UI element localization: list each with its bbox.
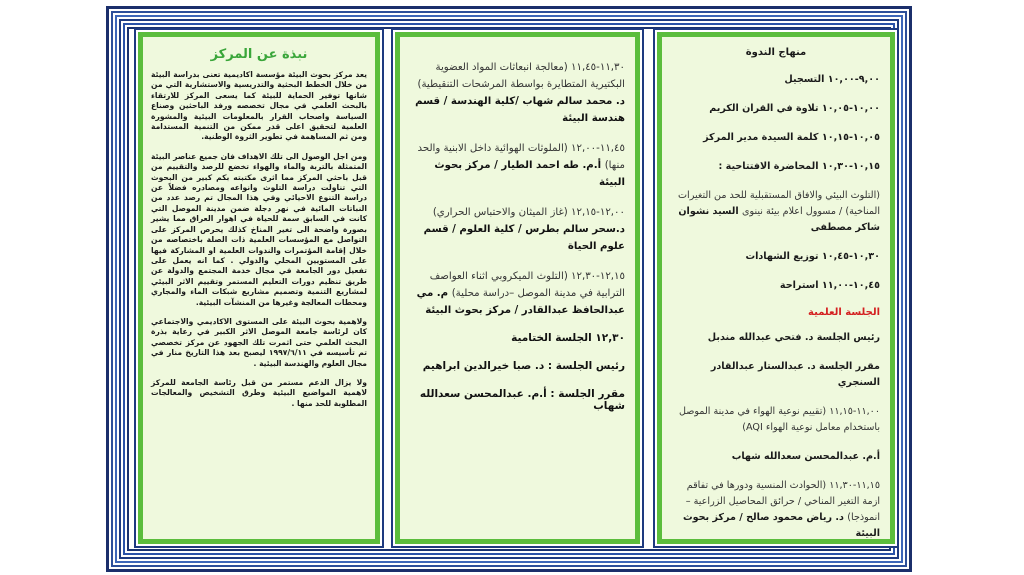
- talk-title: (معالجة انبعاثات المواد العضوية البكتيرية المتطايرة بواسطة المرشحات التنقيطية): [417, 62, 625, 90]
- session-rapporteur: مقرر الجلسة : أ.م. عبدالمحسن سعدالله شهاب: [419, 388, 625, 412]
- talk-speaker: [672, 449, 880, 465]
- talk-item: [410, 268, 625, 319]
- lecture-title: (التلوث البيئي والافاق المستقبلية للحد من التغيرات المناخية) / مسوول اعلام بيئة نينوى: [678, 190, 880, 217]
- talk-speaker: أ.م. طه احمد الطيار / مركز بحوث البيئة: [434, 160, 625, 188]
- talk-item: [672, 478, 880, 542]
- talk-item: [410, 204, 625, 255]
- talk-title: (الملوثات الهوائية داخل الابنية والحد منها): [417, 143, 625, 171]
- about-panel: [138, 32, 380, 544]
- talk-title: (غاز الميثان والاحتباس الحراري): [432, 207, 572, 218]
- session-rapporteur-text: مقرر الجلسة د. عبدالستار عبدالقادر السنجري: [710, 361, 880, 388]
- agenda-item: [672, 159, 880, 175]
- agenda-item: [672, 278, 880, 294]
- talk-speaker: م. مي عبدالحافظ عبدالقادر / مركز بحوث البيئة: [416, 288, 625, 316]
- about-paragraph-3: ولاهمية بحوث البيئة على المستوى الاكاديمي والاجتماعي كان لرئاسة جامعة الموصل الاثر الكبير في رعاية بذرة البحث العلمي حتى اثمرت تلك الجهود عن مركز تخصصي تم تأسيسه في ١٩٩٧/٦/١١ ليصبح بعد هذا التاريخ منار في مجال العلوم والهندسة البيئية .: [151, 316, 367, 368]
- session-chair: [672, 330, 880, 346]
- session-panel: [395, 32, 640, 544]
- talk-speaker: د. رياض محمود صالح / مركز بحوث البيئة: [682, 512, 880, 539]
- talk-item: [672, 404, 880, 436]
- agenda-item-text: ١٠,٣٠-١٠,٤٥ توزيع الشهادات: [745, 251, 880, 262]
- talk-title: (تقييم نوعية الهواء في مدينة الموصل باستخدام معامل نوعية الهواء AQI): [678, 406, 880, 433]
- agenda-item: [672, 101, 880, 117]
- talk-time: ١١,١٥-١١,٣٠: [829, 480, 880, 491]
- agenda-item: [672, 249, 880, 265]
- talk-item: [410, 59, 625, 127]
- talk-title: (الحوادث المنسية ودورها في تفاقم ازمة التغير المناخي / حرائق المحاصيل الزراعية –انموذجا): [685, 480, 880, 523]
- talk-speaker: د. محمد سالم شهاب /كلية الهندسة / قسم هندسة البيئة: [415, 96, 625, 124]
- agenda-item: [672, 72, 880, 88]
- session-rapporteur: [672, 359, 880, 391]
- session-chair-text: رئيس الجلسة د. فتحي عبدالله مندبل: [707, 332, 880, 343]
- agenda-item: [672, 130, 880, 146]
- about-paragraph-1: يعد مركز بحوث البيئة مؤسسة اكاديمية تعنى بدراسة البيئة من خلال الخطط البحثية والتدريسية والاستشارية التي من شانها توفير الحماية للبيئة كما يسعى المركز للارتقاء بالبحث العلمي في مجال تخصصه ورفد الباحثين وصناع السياسة واصحاب القرار بالمعلومات البيئية والمشورة العلمية لتحقيق اعلى قدر ممكن من التنمية المستدامة ومن ثم المساهمة في تطوير الثروة الوطنية.: [151, 70, 367, 142]
- agenda-item: [672, 188, 880, 236]
- agenda-item-text: ١٠,٤٥-١١,٠٠ استراحة: [779, 280, 880, 291]
- scientific-session-title: الجلسة العلمية: [808, 307, 880, 318]
- agenda-item-text: ١٠,٠٠-١٠,٠٥ تلاوة في القران الكريم: [709, 103, 880, 114]
- talk-time: ١١,٠٠-١١,١٥: [829, 406, 880, 417]
- about-paragraph-4: ولا يزال الدعم مستمر من قبل رئاسة الجامعة للمركز لاهمية المواضيع البيئية وطرق التشخيص والمعالجات المطلوبة للحد منها .: [151, 377, 367, 408]
- agenda-title: منهاج الندوة: [745, 47, 807, 58]
- talk-speaker: د.سحر سالم بطرس / كلية العلوم / قسم علوم الحياة: [423, 224, 625, 252]
- talk-speaker-text: أ.م. عبدالمحسن سعدالله شهاب: [731, 451, 880, 462]
- talk-time: ١٢,٠٠-١٢,١٥: [571, 207, 625, 218]
- agenda-item-text: ١٠,١٥-١٠,٣٠ المحاضرة الافتتاحية :: [718, 161, 880, 172]
- about-title: نبذة عن المركز: [210, 47, 308, 62]
- agenda-item-text: ١٠,٠٥-١٠,١٥ كلمة السيدة مدير المركز: [703, 132, 880, 143]
- talk-title: (التلوث الميكروبي اثناء العواصف الترابية في مدينة الموصل –دراسة محلية): [429, 271, 625, 299]
- agenda-panel: [657, 32, 895, 544]
- talk-time: ١١,٤٥-١٢,٠٠: [571, 143, 625, 154]
- talk-time: ١١,٣٠-١١,٤٥: [571, 62, 625, 73]
- lecture-speaker: السيد نشوان شاكر مصطفى: [678, 206, 880, 233]
- talk-time: ١٢,١٥-١٢,٣٠: [571, 271, 625, 282]
- closing-session: ١٢,٣٠ الجلسة الختامية: [511, 332, 625, 344]
- talk-item: [410, 140, 625, 191]
- session-chair: رئيس الجلسة : د. صبا خيرالدين ابراهيم: [422, 360, 625, 372]
- about-paragraph-2: ومن اجل الوصول الى تلك الاهداف فان جميع عناصر البيئة المتمثلة بالتربة والماء والهواء تخضع للرصد والتقييم من قبل باحثي المركز مما اثرى مكتبته بكم كبير من البحوث التي تناولت دراسة التلوث وانواعه ومصادره فضلاً عن دراسة التنوع الاحيائي وفي هذا المجال تم رصد عدد من النباتات المائية في نهر دجلة ضمن مدينة الموصل التي كانت في السابق سمة للحياة في اهوار العراق مما يشير بصورة واضحة الى تغير المناخ كذلك يحرص المركز على التواصل مع المؤسسات العلمية ذات الصلة باختصاصه من خلال إقامة المؤتمرات والندوات العلمية او المشاركة فيها على المستويين المحلي والدولي . كما انه يعمل على تفعيل دور الجامعة في مجال خدمة المجتمع والدولة عن طريق تنظيم دورات التعليم المستمر وتقييم الاثر البيئي لمشاريع التنمية وتصميم مشاريع شبكات الماء والمجاري ومحطات المعالجة وغيرها من المنشآت البيئية.: [151, 151, 367, 307]
- agenda-item-text: ٩,٠٠-١٠,٠٠ التسجيل: [784, 74, 880, 85]
